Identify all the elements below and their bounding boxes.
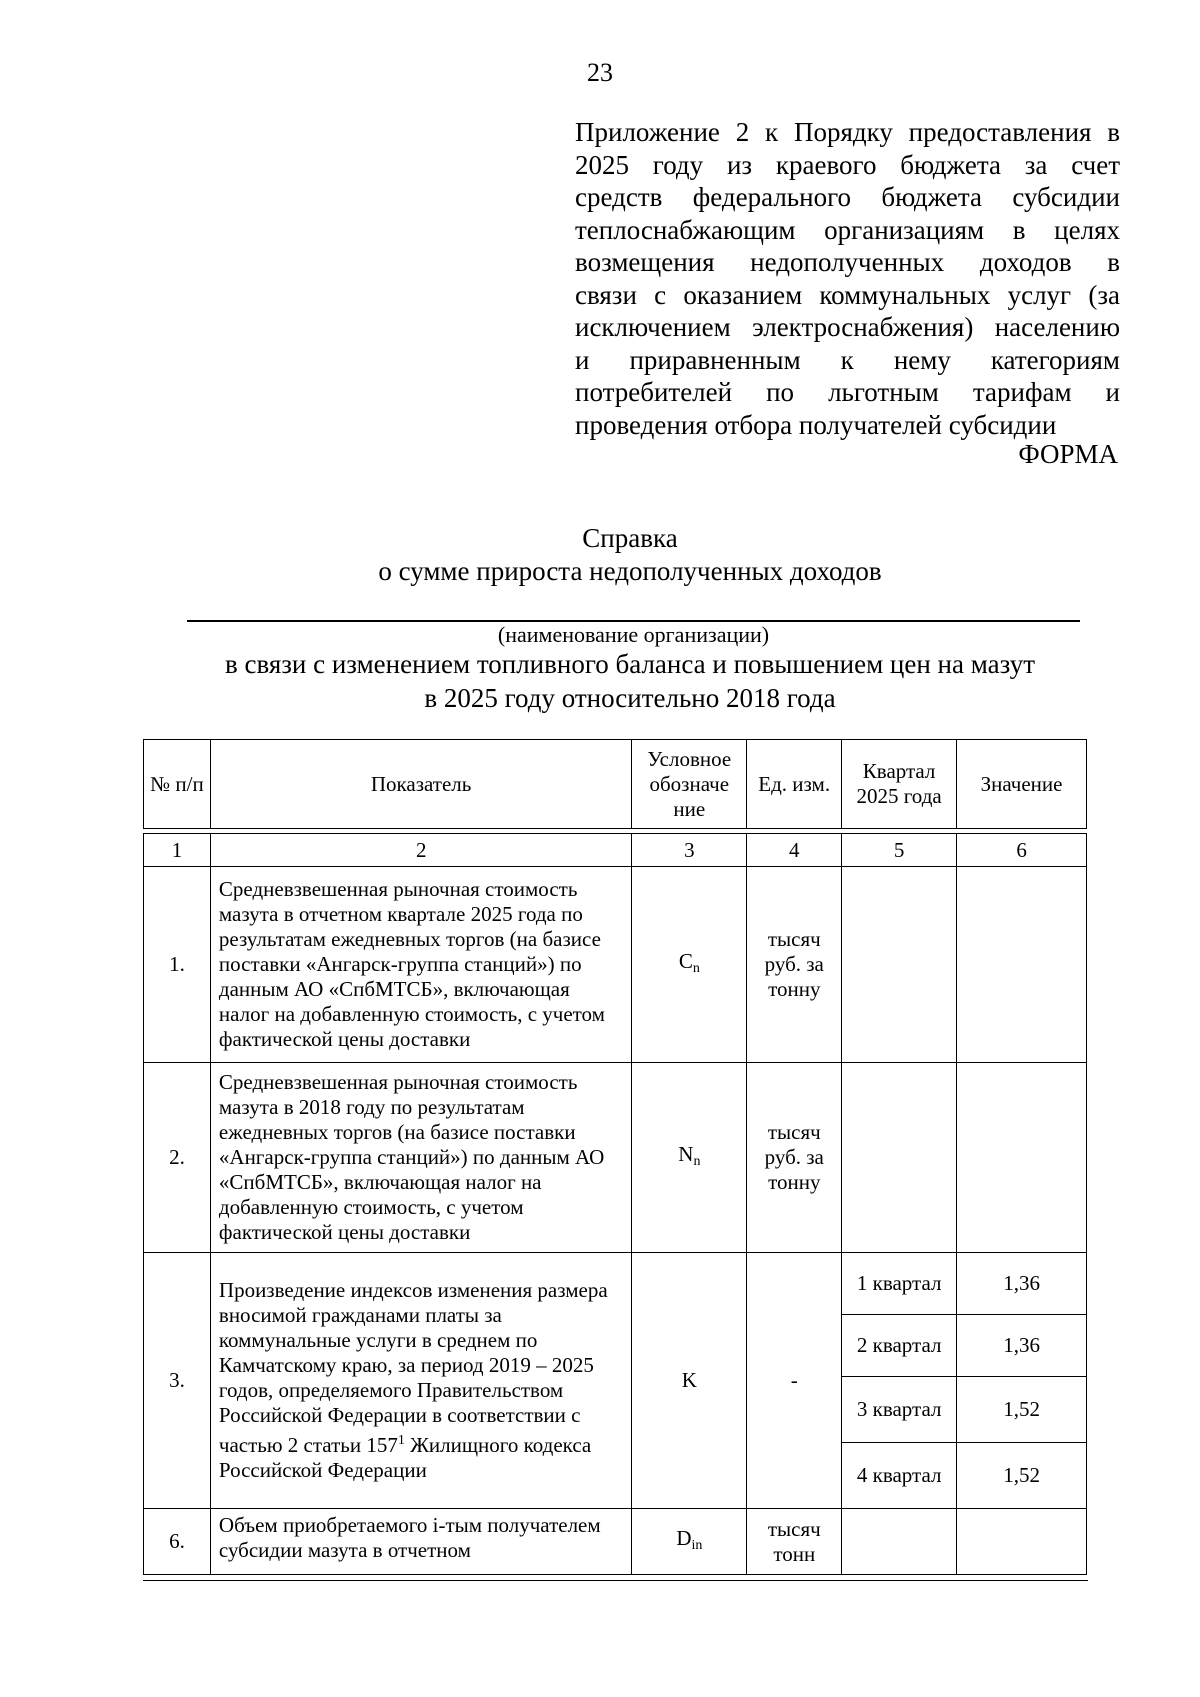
quarter-label: 2 квартал: [842, 1315, 957, 1377]
row-description: [210, 1253, 632, 1509]
col-number: 6: [957, 834, 1087, 867]
row-quarter: [842, 1509, 957, 1575]
quarter-value: 1,36: [957, 1253, 1087, 1315]
symbol-subscript: in: [691, 1537, 703, 1553]
row-unit: тысяч руб. за тонну: [747, 867, 842, 1063]
appendix-line: исключением электроснабжения) населению: [575, 312, 1120, 342]
row-symbol: [632, 1253, 747, 1509]
col-number: 3: [632, 834, 747, 867]
appendix-line: средств федерального бюджета субсидии: [575, 182, 1120, 212]
form-label: ФОРМА: [1018, 439, 1118, 469]
row-unit: -: [747, 1253, 842, 1509]
row-description-text: Произведение индексов изменения размера вносимой гражданами платы за коммунальные услуги в среднем по Камчатскому краю, за период 2019 – 2025 годов, определяемого Правительством Российской Федерации в соответствии с частью 2 статьи 157: [218, 1278, 608, 1457]
appendix-line: теплоснабжающим организациям в целях: [575, 214, 1120, 245]
row-symbol: [632, 1063, 747, 1253]
appendix-line: проведения отбора получателей субсидии: [575, 409, 1057, 440]
row-description-text: Жилищного кодекса Российской Федерации: [218, 1433, 592, 1482]
document-subtitle: [0, 647, 1200, 715]
symbol-subscript: n: [692, 960, 700, 976]
title-line-2: о сумме прироста недополученных доходов: [378, 556, 882, 586]
row-description: Средневзвешенная рыночная стоимость мазута в отчетном квартале 2025 года по результатам ежедневных торгов (на базисе поставки «Ангарск-группа станций») по данным АО «СпбМТСБ», включающая налог на добавленную стоимость, с учетом фактической цены доставки: [210, 867, 632, 1063]
row-symbol: [632, 1509, 747, 1575]
quarter-value: 1,52: [957, 1377, 1087, 1443]
row-num: 1.: [144, 867, 211, 1063]
col-number: 2: [210, 834, 632, 867]
row-value: [957, 1509, 1087, 1575]
organization-caption: (наименование организации): [497, 622, 770, 647]
table-bottom-edge: [143, 1580, 1088, 1581]
row-value: [957, 867, 1087, 1063]
header-unit: Ед. изм.: [747, 740, 842, 829]
row-quarter: [842, 867, 957, 1063]
row-quarter: [842, 1063, 957, 1253]
row-num: 2.: [144, 1063, 211, 1253]
page-number: 23: [587, 58, 613, 87]
header-symbol: Условное обозначе ние: [632, 740, 747, 829]
symbol-subscript: n: [693, 1153, 701, 1169]
header-quarter: Квартал 2025 года: [842, 740, 957, 829]
row-unit: тысяч тонн: [747, 1509, 842, 1575]
table-row: [144, 1063, 1087, 1253]
appendix-line: Приложение 2 к Порядку предоставления в: [575, 117, 1120, 147]
document-title: [0, 522, 1200, 588]
symbol-main: N: [678, 1141, 694, 1166]
page-bottom-margin: [0, 1581, 1200, 1697]
row-num: 3.: [144, 1253, 211, 1509]
quarter-value: 1,36: [957, 1315, 1087, 1377]
table-header: [143, 739, 1087, 829]
column-number-row: [144, 834, 1087, 867]
subtitle-line-1: в связи с изменением топливного баланса и повышением цен на мазут: [224, 649, 1036, 679]
symbol-main: K: [681, 1368, 697, 1392]
col-number: 4: [747, 834, 842, 867]
subtitle-line-2: в 2025 году относительно 2018 года: [424, 683, 836, 713]
header-num: № п/п: [144, 740, 211, 829]
quarter-label: 4 квартал: [842, 1443, 957, 1509]
row-symbol: [632, 867, 747, 1063]
appendix-line: потребителей по льготным тарифам и: [575, 377, 1120, 407]
appendix-line: 2025 году из краевого бюджета за счет: [575, 149, 1120, 180]
appendix-note: [575, 116, 1120, 441]
row-value: [957, 1063, 1087, 1253]
title-line-1: Справка: [582, 523, 678, 553]
data-table: [143, 833, 1087, 1575]
table-row: [144, 1253, 1087, 1315]
row-description: Объем приобретаемого i-тым получателем субсидии мазута в отчетном: [210, 1509, 632, 1575]
appendix-line: возмещения недополученных доходов в: [575, 247, 1120, 277]
col-number: 1: [144, 834, 211, 867]
quarter-value: 1,52: [957, 1443, 1087, 1509]
table-row: [144, 867, 1087, 1063]
row-description: Средневзвешенная рыночная стоимость мазута в 2018 году по результатам ежедневных торгов (на базисе поставки «Ангарск-группа станций») по данным АО «СпбМТСБ», включающая налог на добавленную стоимость, с учетом фактической цены доставки: [210, 1063, 632, 1253]
row-unit: тысяч руб. за тонну: [747, 1063, 842, 1253]
header-value: Значение: [957, 740, 1087, 829]
appendix-line: связи с оказанием коммунальных услуг (за: [575, 279, 1120, 310]
table-row: [144, 1509, 1087, 1575]
symbol-main: D: [676, 1525, 692, 1550]
header-indicator: Показатель: [210, 740, 631, 829]
symbol-main: C: [678, 948, 693, 973]
superscript: 1: [397, 1433, 405, 1448]
quarter-label: 1 квартал: [842, 1253, 957, 1315]
row-num: 6.: [144, 1509, 211, 1575]
col-number: 5: [842, 834, 957, 867]
appendix-line: и приравненным к нему категориям: [575, 344, 1120, 375]
quarter-label: 3 квартал: [842, 1377, 957, 1443]
